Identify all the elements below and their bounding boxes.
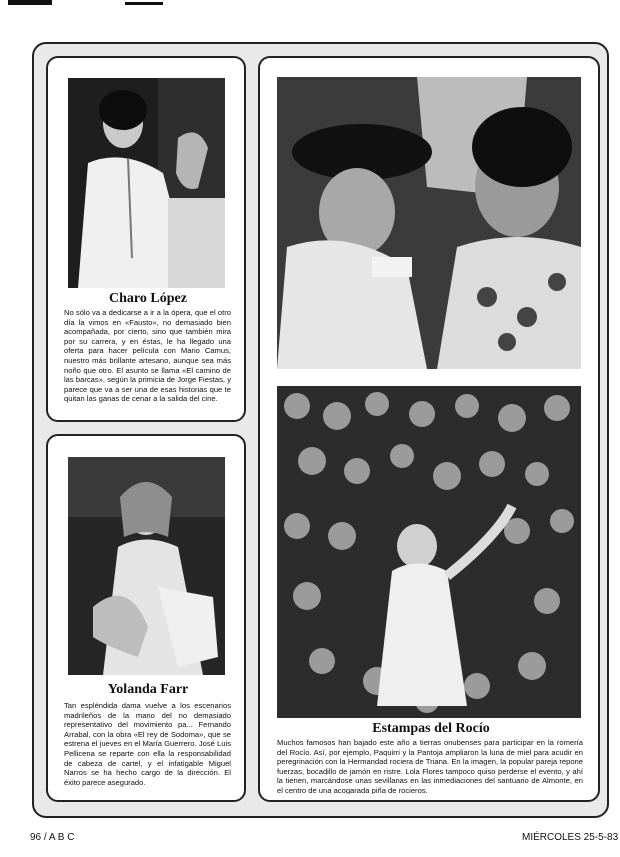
- panel-charo-lopez: [46, 56, 246, 422]
- photo-paquirri-pantoja: [277, 77, 581, 369]
- body-charo-lopez: No sólo va a dedicarse a ir a la ópera, que el otro día la vimos en «Fausto», no demasiado bien acompañada, por cierto, sino que también mira por su carrera, y en éstas, le ha llegado una oferta para hacer película con Mario Camus, nuestro más brillante artesano, aunque sea más noño que otro. El asunto se llama «El camino de las barcas», según la primicia de Jorge Fiestas, y parece que va a ser una de esas historias que te quitan las ganas de cenar a la salida del cine.: [64, 308, 231, 404]
- headline-charo-lopez: Charo López: [109, 291, 187, 306]
- photo-charo-lopez: [68, 78, 225, 288]
- headline-yolanda-farr: Yolanda Farr: [107, 682, 189, 697]
- panel-yolanda-farr: [46, 434, 246, 802]
- footer-page-label: 96 / A B C: [30, 832, 75, 843]
- body-yolanda-farr: Tan espléndida dama vuelve a los escenarios madrileños de la mano del no demasiado representativo del movimiento pa... Fernando Arrabal, con la obra «El rey de Sodoma», que se estrena el jueves en el María Guerrero. José Luis Pellicena se reparte con ella la responsabilidad de cabeza de cartel, y el infatigable Miguel Narros se ha hecho cargo de la dirección. El éxito parece asegurado.: [64, 701, 231, 787]
- photo-yolanda-farr: [68, 457, 225, 675]
- body-estampas-rocio: Muchos famosos han bajado este año a tierras onubenses para participar en la romería del Rocío. Así, por ejemplo, Paquirri y la Pantoja ampliaron la luna de miel para acudir en peregrinación con la Hermandad rociera de Triana. En la imagen, la popular pareja repone fuerzas, bocadillo de jamón en ristre. Lola Flores tampoco quiso perderse el evento, y ahí la tienen, marcándose unas sevillanas en las inmediaciones del santuario de Almonte, en el centro de una acogarada piña de rocieros.: [277, 738, 583, 794]
- photo-lola-flores-crowd: [277, 386, 581, 718]
- top-rule-left: [8, 0, 52, 5]
- headline-estampas-rocio: Estampas del Rocío: [372, 721, 490, 736]
- top-rule-mid: [125, 2, 163, 5]
- panel-estampas-rocio: [258, 56, 600, 802]
- page-frame: [32, 42, 609, 818]
- footer-date: MIÉRCOLES 25-5-83: [522, 832, 619, 843]
